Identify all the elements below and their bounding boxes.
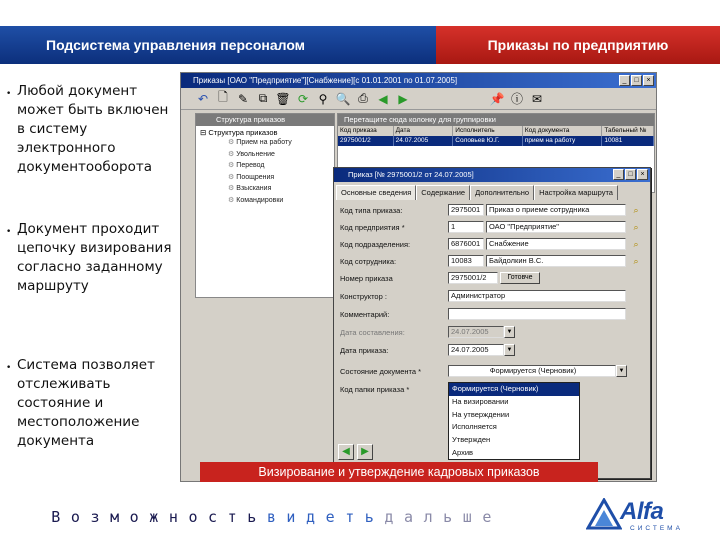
dialog-tabs [334, 185, 650, 200]
grid-column-header[interactable]: Табельный № [602, 126, 654, 136]
slogan-letter: е [482, 508, 492, 526]
mail-icon[interactable]: ✉ [531, 91, 543, 106]
dialog-nav-buttons [338, 444, 373, 460]
slogan-letter: ь [364, 508, 374, 526]
minimize-button[interactable]: _ [619, 75, 630, 86]
tree-item[interactable] [196, 160, 334, 172]
field-label: Дата составления: [340, 328, 405, 337]
dialog-maximize-button[interactable]: □ [625, 169, 636, 180]
company-name-field[interactable]: ОАО "Предприятие" [486, 221, 626, 233]
tree-item-label: Взыскания [236, 185, 272, 192]
company-code-field[interactable]: 1 [448, 221, 484, 233]
order-number-field[interactable]: 2975001/2 [448, 272, 498, 284]
slogan-letter: л [423, 508, 433, 526]
dialog-minimize-button[interactable]: _ [613, 169, 624, 180]
tree-root-label: Структура приказов [208, 128, 278, 137]
grid-column-header[interactable]: Код документа [523, 126, 602, 136]
bullet-text: Документ проходит цепочку визирования согласно заданному маршруту [17, 221, 172, 294]
app-title-bar [181, 73, 656, 88]
tree-item[interactable] [196, 172, 334, 184]
dialog-title: Приказ [№ 2975001/2 от 24.07.2005] [348, 170, 474, 179]
gear-icon: ⚙ [228, 150, 235, 158]
slogan-letter: а [403, 508, 413, 526]
prev-arrow-icon[interactable]: ◀ [378, 91, 388, 106]
gear-icon: ⚙ [228, 139, 235, 146]
tree-header: Структура приказов [196, 114, 334, 126]
table-cell: Соловьев Ю.Г. [453, 136, 523, 146]
constructor-field[interactable]: Администратор [448, 290, 626, 302]
grid-column-headers [338, 126, 654, 136]
chevron-down-icon[interactable]: ▼ [616, 365, 627, 377]
grid-column-header[interactable]: Код приказа [338, 126, 394, 136]
tree-root[interactable]: ⊟ Структура приказов [200, 128, 278, 137]
tab-additional[interactable]: Дополнительно [470, 185, 534, 200]
next-arrow-icon[interactable]: ▶ [398, 91, 408, 106]
department-name-field[interactable]: Снабжение [486, 238, 626, 250]
maximize-button[interactable]: □ [631, 75, 642, 86]
table-cell: прием на работу [523, 136, 602, 146]
employee-code-field[interactable]: 10083 [448, 255, 484, 267]
slogan-letter: з [90, 508, 100, 526]
info-icon[interactable]: ⓘ [510, 92, 523, 106]
slogan-letter: ь [247, 508, 257, 526]
bullet-item [6, 220, 174, 296]
lookup-icon[interactable]: ⌕ [633, 239, 639, 249]
slogan-letter: и [286, 508, 296, 526]
slogan-letter: в [266, 508, 276, 526]
alfa-logo-icon [586, 498, 622, 534]
employee-name-field[interactable]: Байдолкин В.С. [486, 255, 626, 267]
tree-item-label: Увольнение [236, 150, 275, 158]
tree-item-label: Поощрения [236, 173, 275, 181]
search-icon[interactable]: 🔍 [335, 91, 351, 106]
slogan-letter: м [110, 508, 120, 526]
header-left-title: Подсистема управления персоналом [0, 26, 436, 64]
table-cell: 10081 [602, 136, 654, 146]
dialog-close-button[interactable]: × [637, 169, 648, 180]
generate-number-button[interactable]: Готовче [500, 272, 540, 284]
order-date-field[interactable]: 24.07.2005 [448, 344, 504, 356]
dropdown-option[interactable]: Утвержден [452, 435, 491, 445]
order-type-code-field[interactable]: 2975001 [448, 204, 484, 216]
logo-subtitle: СИСТЕМА [630, 525, 683, 532]
slogan-letter: о [70, 508, 80, 526]
back-arrow-icon[interactable]: ↶ [197, 91, 209, 106]
slogan-letter: ш [462, 508, 472, 526]
dropdown-option[interactable]: Архив [452, 447, 474, 457]
bullet-text: Система позволяет отслеживать состояние и местоположение документа [17, 357, 155, 449]
tree-item[interactable] [196, 183, 334, 195]
filter-icon[interactable]: ⚲ [318, 91, 328, 106]
tree-item[interactable] [196, 149, 334, 161]
chevron-down-icon[interactable]: ▼ [504, 344, 515, 356]
tree-item-label: Прием на работу [236, 139, 292, 146]
slogan-letter: о [188, 508, 198, 526]
slogan-letter: В [51, 508, 61, 526]
field-label: Номер приказа [340, 274, 393, 283]
slogan-letter: т [345, 508, 355, 526]
slogan-letter: т [227, 508, 237, 526]
lookup-icon[interactable]: ⌕ [633, 205, 639, 215]
slogan-letter: ь [443, 508, 453, 526]
field-label: Состояние документа * [340, 367, 422, 376]
field-label: Код подразделения: [340, 240, 411, 249]
slogan-letter: о [129, 508, 139, 526]
field-label: Дата приказа: [340, 346, 389, 355]
table-cell: 2975001/2 [338, 136, 394, 146]
grid-column-header[interactable]: Исполнитель [453, 126, 523, 136]
document-state-select[interactable]: Формируется (Черновик) [448, 365, 616, 377]
slide-caption: Визирование и утверждение кадровых приказов [200, 462, 598, 482]
close-button[interactable]: × [643, 75, 654, 86]
chevron-down-icon: ▼ [504, 326, 515, 338]
dropdown-option[interactable]: Формируется (Черновик) [449, 383, 579, 396]
slogan-letter: н [168, 508, 178, 526]
company-logo [586, 498, 706, 534]
tree-item[interactable] [196, 195, 334, 207]
gear-icon: ⚙ [228, 185, 235, 192]
tab-route-settings[interactable]: Настройка маршрута [534, 185, 618, 200]
tree-item[interactable] [196, 137, 334, 149]
field-label: Комментарий: [340, 310, 390, 319]
tree-item-label: Перевод [236, 162, 265, 169]
dropdown-option[interactable]: На визировании [452, 396, 509, 406]
gear-icon: ⚙ [228, 162, 235, 169]
edit-doc-icon[interactable]: ✎ [237, 91, 249, 106]
gear-icon: ⚙ [228, 196, 235, 204]
table-row[interactable] [338, 136, 654, 146]
lookup-icon[interactable]: ⌕ [633, 256, 639, 266]
prev-record-icon[interactable]: ◀ [338, 444, 354, 460]
field-label: Конструктор : [340, 292, 387, 301]
dialog-title-bar [334, 168, 650, 182]
slogan-letter: ж [149, 508, 159, 526]
bullet-item [6, 82, 174, 177]
field-label: Код предприятия * [340, 223, 405, 232]
bullet-item [6, 356, 174, 451]
comment-field[interactable] [448, 308, 626, 320]
logo-name: Alfa [620, 498, 664, 525]
bullet-text: Любой документ может быть включен в систему электронного документооборота [17, 83, 169, 175]
copy-icon[interactable]: ⧉ [258, 91, 268, 105]
grid-header: Перетащите сюда колонку для группировки [338, 114, 654, 126]
field-label: Код типа приказа: [340, 206, 403, 215]
footer-slogan [46, 508, 497, 526]
delete-icon[interactable]: 🗑 [275, 91, 291, 106]
slogan-letter: е [325, 508, 335, 526]
footer [0, 492, 720, 540]
creation-date-field: 24.07.2005 [448, 326, 504, 338]
bullet-dot-icon: • [6, 227, 12, 237]
dropdown-option[interactable]: Исполняется [452, 422, 497, 432]
order-type-name-field[interactable]: Приказ о приеме сотрудника [486, 204, 626, 216]
tree-panel [195, 113, 335, 298]
table-cell: 24.07.2005 [394, 136, 454, 146]
refresh-icon[interactable]: ⟳ [297, 91, 309, 106]
grid-column-header[interactable]: Дата [394, 126, 454, 136]
tab-content[interactable]: Содержание [416, 185, 470, 200]
field-label: Код сотрудника: [340, 257, 397, 266]
slogan-letter: д [384, 508, 394, 526]
app-toolbar [181, 88, 656, 110]
dropdown-option[interactable]: На утверждении [452, 409, 510, 419]
bullet-dot-icon: • [6, 89, 12, 99]
gear-icon: ⚙ [228, 173, 235, 181]
next-record-icon[interactable]: ▶ [357, 444, 373, 460]
app-window-title: Приказы [ОАО "Предприятие"][Снабжение][с 01.01.2001 по 01.07.2005] [193, 76, 458, 85]
document-state-dropdown [448, 382, 580, 460]
tree-item-label: Командировки [236, 196, 284, 204]
tab-main-info[interactable]: Основные сведения [336, 185, 416, 200]
slogan-letter: д [306, 508, 316, 526]
print-icon[interactable]: ⎙ [358, 91, 368, 105]
lookup-icon[interactable]: ⌕ [633, 222, 639, 232]
bullet-dot-icon: • [6, 363, 12, 373]
pin-icon[interactable]: 📌 [489, 91, 505, 106]
new-doc-icon[interactable]: 🗋 [218, 90, 228, 104]
header-right-title: Приказы по предприятию [436, 26, 720, 64]
department-code-field[interactable]: 6876001 [448, 238, 484, 250]
slogan-letter: с [208, 508, 218, 526]
field-label: Код папки приказа * [340, 385, 410, 394]
